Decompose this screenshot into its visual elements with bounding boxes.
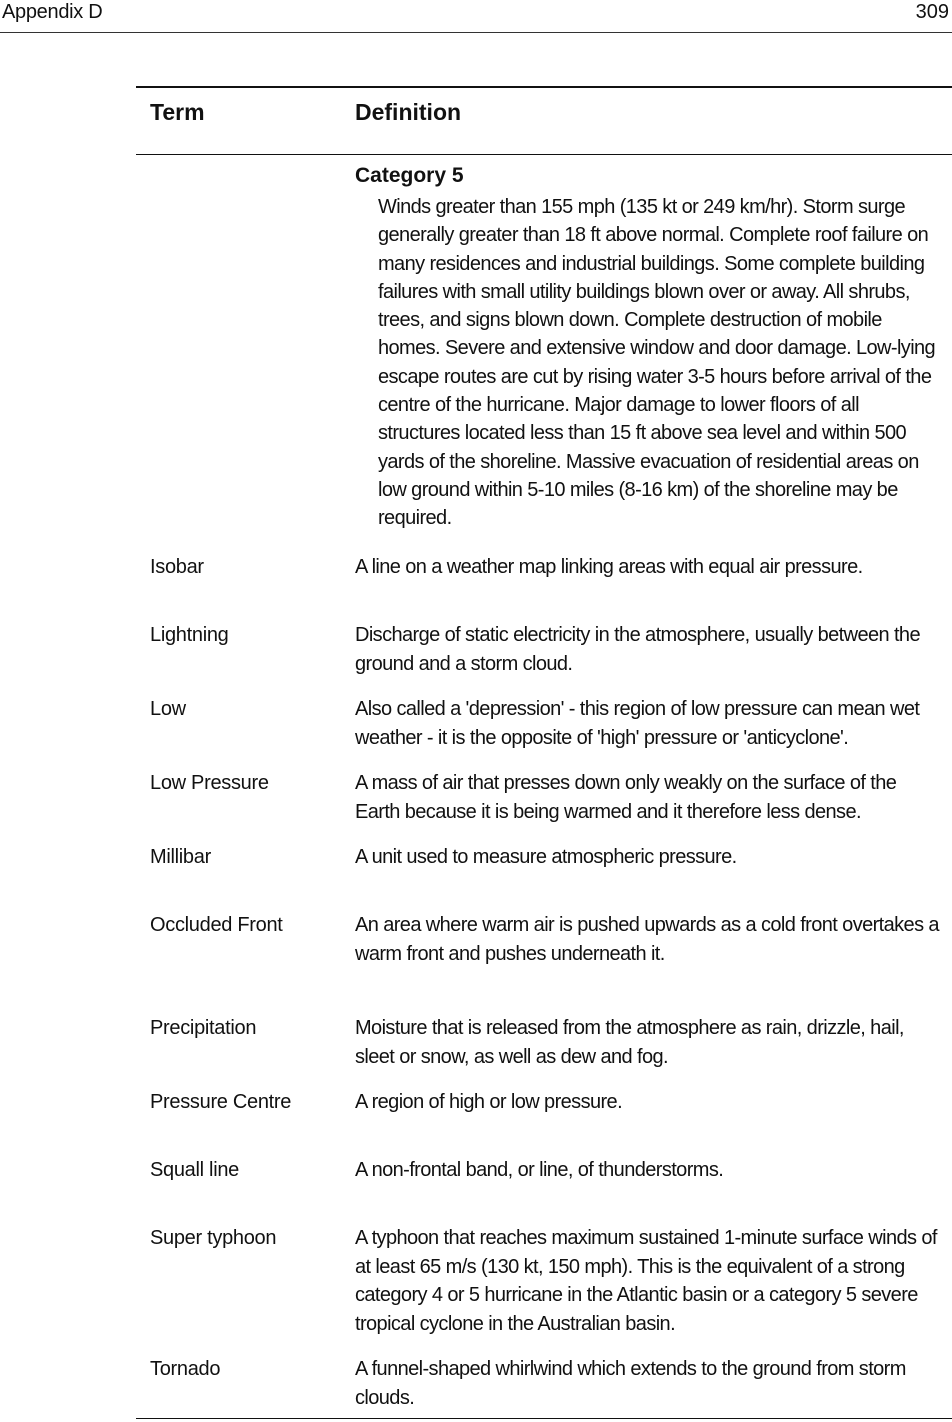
term-cell: Squall line <box>150 1159 239 1181</box>
header-rule <box>136 154 952 155</box>
definition-cell: A typhoon that reaches maximum sustained 1-minute surface winds of at least 65 m/s (130 kt, 150 mph). This is the equivalent of a strong category 4 or 5 hurricane in the Atlantic basin or a category 5 severe tropical cyclone in the Australian basin. <box>355 1227 937 1335</box>
definition-cell: A unit used to measure atmospheric pressure. <box>355 846 737 868</box>
definition-cell: A non-frontal band, or line, of thunderstorms. <box>355 1159 724 1181</box>
term-cell: Super typhoon <box>150 1227 277 1249</box>
term-cell: Isobar <box>150 556 204 578</box>
column-header-term: Term <box>150 99 205 125</box>
running-header <box>0 0 952 33</box>
section-title: Appendix D <box>2 1 103 23</box>
definition-cell: A line on a weather map linking areas with equal air pressure. <box>355 556 863 578</box>
term-cell: Low Pressure <box>150 772 269 794</box>
table-bottom-rule <box>136 1418 952 1419</box>
term-cell: Lightning <box>150 624 229 646</box>
page-number: 309 <box>915 1 949 23</box>
definition-cell: Discharge of static electricity in the atmosphere, usually between the ground and a storm cloud. <box>355 624 920 675</box>
term-cell: Pressure Centre <box>150 1091 292 1113</box>
definition-cell: An area where warm air is pushed upwards as a cold front overtakes a warm front and pushes underneath it. <box>355 914 939 965</box>
term-cell: Precipitation <box>150 1017 257 1039</box>
term-cell: Occluded Front <box>150 914 283 936</box>
term-cell: Low <box>150 698 186 720</box>
term-cell: Tornado <box>150 1358 221 1380</box>
column-header-definition: Definition <box>355 99 462 125</box>
definition-cell: A region of high or low pressure. <box>355 1091 623 1113</box>
table-top-rule <box>136 86 952 88</box>
definition-cell: Moisture that is released from the atmosphere as rain, drizzle, hail, sleet or snow, as well as dew and fog. <box>355 1017 904 1068</box>
category-5-description: Winds greater than 155 mph (135 kt or 249 km/hr). Storm surge generally greater than 18 ft above normal. Complete roof failure on many residences and industrial buildings. Some complete building failures with small utility buildings blown over or away. All shrubs, trees, and signs blown down. Complete destruction of mobile homes. Severe and extensive window and door damage. Low-lying escape routes are cut by rising water 3-5 hours before arrival of the centre of the hurricane. Major damage to lower floors of all structures located less than 15 ft above sea level and within 500 yards of the shoreline. Massive evacuation of residential areas on low ground within 5-10 miles (8-16 km) of the shoreline may be required. <box>378 196 936 530</box>
term-cell: Millibar <box>150 846 211 868</box>
definition-cell: Also called a 'depression' - this region of low pressure can mean wet weather - it is the opposite of 'high' pressure or 'anticyclone'. <box>355 698 920 749</box>
category-5-title: Category 5 <box>355 164 464 187</box>
definition-cell: A mass of air that presses down only weakly on the surface of the Earth because it is being warmed and it therefore less dense. <box>355 772 897 823</box>
definition-cell: A funnel-shaped whirlwind which extends to the ground from storm clouds. <box>355 1358 906 1409</box>
